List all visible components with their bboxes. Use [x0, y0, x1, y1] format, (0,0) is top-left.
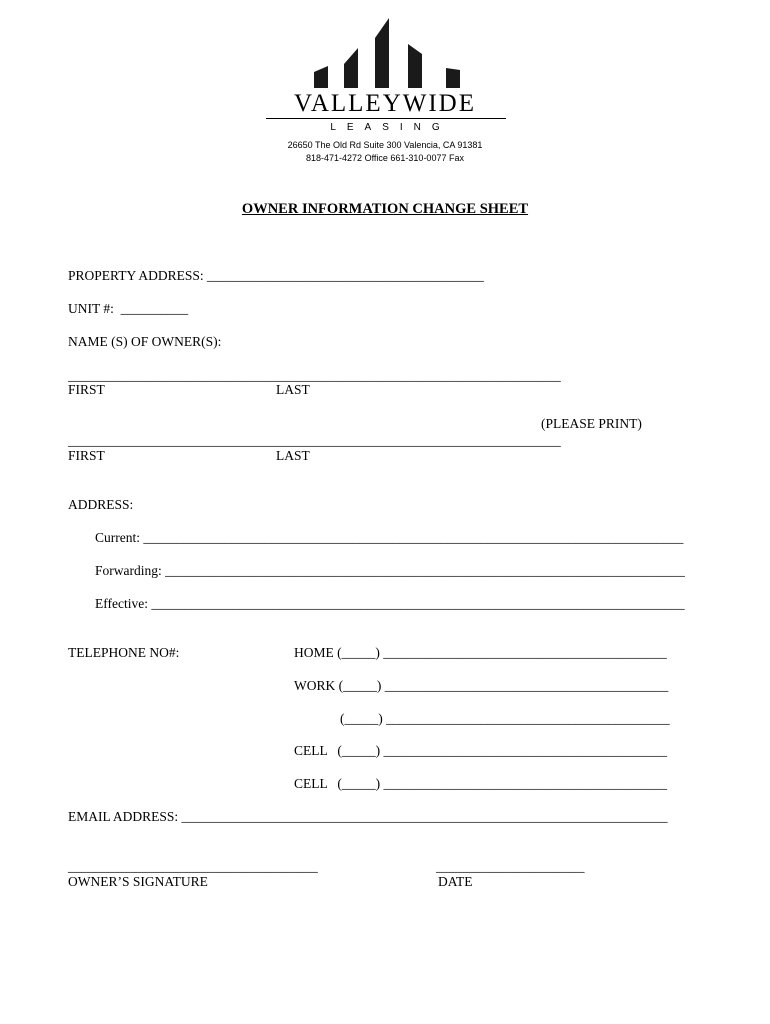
forwarding-address-field: Forwarding: _____________________________________________________________________________ — [95, 563, 685, 578]
telephone-label: TELEPHONE NO#: — [68, 645, 180, 660]
please-print-note: (PLEASE PRINT) — [541, 416, 642, 431]
unit-field: UNIT #: __________ — [68, 301, 189, 316]
owner-1-line: _________________________________________________________________________ — [68, 368, 561, 383]
owner-2-first-label: FIRST — [68, 448, 105, 463]
other-phone-field: (_____) __________________________________________ — [340, 711, 670, 726]
cell-phone-2-field: CELL (_____) __________________________________________ — [294, 776, 667, 791]
cell-phone-1-field: CELL (_____) __________________________________________ — [294, 743, 667, 758]
date-label: DATE — [438, 874, 473, 889]
form-title: OWNER INFORMATION CHANGE SHEET — [241, 201, 529, 217]
signature-label: OWNER’S SIGNATURE — [68, 874, 208, 889]
date-line: ______________________ — [436, 859, 585, 874]
owner-2-last-label: LAST — [276, 448, 310, 463]
effective-date-field: Effective: _______________________________________________________________________________ — [95, 596, 685, 611]
owner-1-first-label: FIRST — [68, 382, 105, 397]
brand-divider — [266, 118, 506, 119]
home-phone-field: HOME (_____) __________________________________________ — [294, 645, 667, 660]
signature-line: _____________________________________ — [68, 859, 318, 874]
owner-2-line: _________________________________________________________________________ — [68, 433, 561, 448]
owner-1-last-label: LAST — [276, 382, 310, 397]
company-address: 26650 The Old Rd Suite 300 Valencia, CA 91381 — [287, 140, 483, 150]
address-label: ADDRESS: — [68, 497, 134, 512]
brand-name: VALLEYWIDE — [294, 90, 476, 117]
company-phone: 818-471-4272 Office 661-310-0077 Fax — [306, 153, 464, 163]
current-address-field: Current: ________________________________________________________________________________ — [95, 530, 684, 545]
owners-label: NAME (S) OF OWNER(S): — [68, 334, 222, 349]
brand-subtitle: LEASING — [330, 122, 451, 133]
work-phone-field: WORK (_____) __________________________________________ — [294, 678, 669, 693]
property-address-field: PROPERTY ADDRESS: _________________________________________ — [68, 268, 484, 283]
email-field: EMAIL ADDRESS: ________________________________________________________________________ — [68, 809, 668, 824]
